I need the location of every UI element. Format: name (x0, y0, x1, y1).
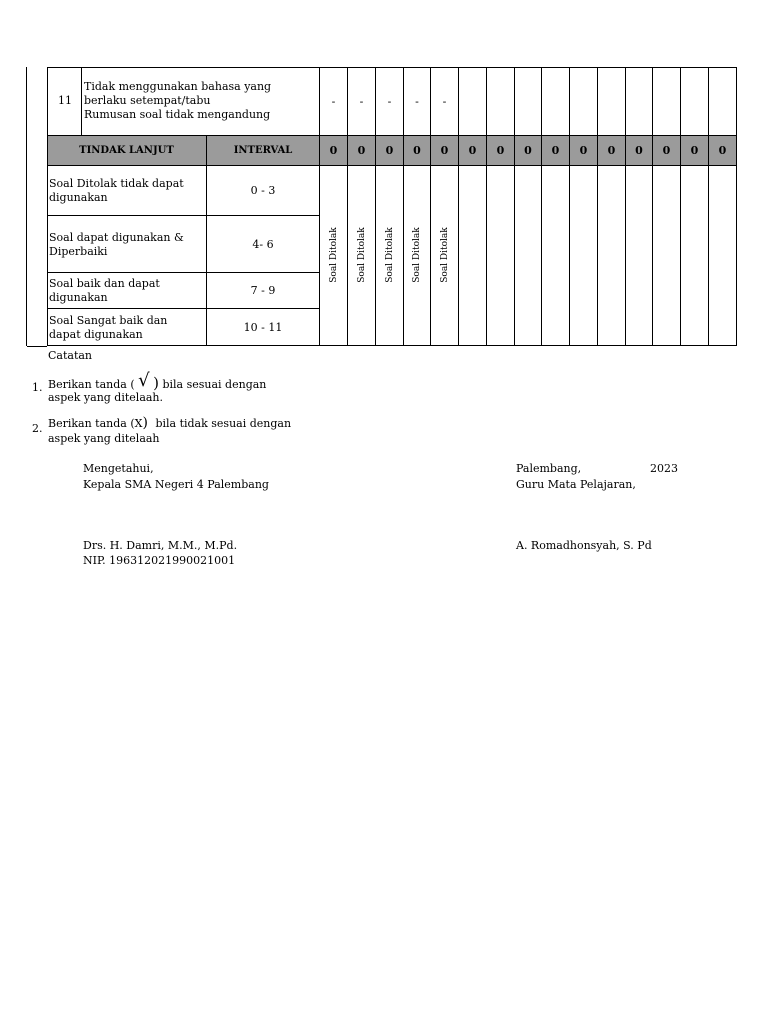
row-desc-line-1: Tidak menggunakan bahasa yang (84, 80, 272, 93)
score-cell: 0 (357, 144, 366, 157)
row-mark: - (415, 94, 419, 108)
action-label: digunakan (49, 191, 108, 204)
sig-right-name: A. Romadhonsyah, S. Pd (516, 539, 652, 552)
sig-left-nip: NIP. 196312021990021001 (83, 554, 236, 567)
row-desc-line-2: berlaku setempat/tabu (84, 94, 211, 107)
action-interval: 0 - 3 (250, 184, 276, 197)
sig-left-line1: Mengetahui, (83, 462, 154, 475)
note-paren: ) (153, 374, 159, 392)
score-cell: 0 (718, 144, 727, 157)
row-desc-line-3: Rumusan soal tidak mengandung (84, 108, 271, 121)
left-outer-border (26, 67, 27, 346)
action-label: Soal baik dan dapat (49, 277, 160, 290)
note-paren: ) (142, 415, 148, 431)
score-cell: 0 (551, 144, 560, 157)
action-interval: 7 - 9 (250, 284, 276, 297)
note-body: bila sesuai dengan (162, 378, 267, 391)
score-cell: 0 (635, 144, 643, 157)
verdict-label: Soal Ditolak (440, 227, 450, 283)
note-number: 2. (32, 422, 43, 435)
note-text-line2: aspek yang ditelaah. (48, 391, 164, 404)
score-cell: 0 (385, 144, 394, 157)
row-number: 11 (58, 94, 72, 107)
action-label: Soal dapat digunakan & (49, 231, 184, 244)
note-number: 1. (32, 381, 43, 394)
check-symbol: √ (138, 370, 150, 391)
cross-symbol: X (134, 417, 143, 430)
action-label: Soal Sangat baik dan (49, 314, 168, 327)
sig-left-name: Drs. H. Damri, M.M., M.Pd. (83, 539, 238, 552)
note-prefix: Berikan tanda ( (48, 417, 135, 430)
note-text-line2: aspek yang ditelaah (48, 432, 160, 445)
verdict-label: Soal Ditolak (412, 227, 422, 283)
note-text (48, 370, 267, 392)
note-body: bila tidak sesuai dengan (155, 417, 292, 430)
sig-left-line2: Kepala SMA Negeri 4 Palembang (83, 478, 269, 491)
sig-right-city: Palembang, (516, 462, 582, 475)
notes-title: Catatan (48, 349, 93, 362)
verdict-label: Soal Ditolak (329, 227, 339, 283)
score-cell: 0 (690, 144, 699, 157)
action-interval: 4- 6 (252, 237, 274, 251)
score-cell: 0 (662, 144, 671, 157)
sig-right-year: 2023 (650, 462, 678, 475)
score-cell: 0 (440, 144, 449, 157)
row-mark: - (387, 94, 392, 108)
note-text (48, 416, 291, 431)
score-cell: 0 (468, 144, 477, 157)
action-label: Soal Ditolak tidak dapat (49, 177, 184, 190)
row-mark: - (442, 94, 447, 108)
verdict-label: Soal Ditolak (385, 227, 395, 283)
note-prefix: Berikan tanda ( (48, 378, 135, 391)
action-interval: 10 - 11 (243, 320, 283, 334)
score-cell: 0 (496, 144, 505, 157)
header-tindak-lanjut: TINDAK LANJUT (79, 145, 174, 156)
row-mark: - (331, 94, 336, 108)
verdict-label: Soal Ditolak (357, 227, 367, 283)
score-cell: 0 (413, 144, 421, 157)
score-cell: 0 (329, 144, 338, 157)
sig-right-role: Guru Mata Pelajaran, (516, 478, 636, 491)
action-label: dapat digunakan (49, 328, 143, 341)
action-label: digunakan (49, 291, 108, 304)
header-interval: INTERVAL (233, 145, 293, 156)
row-mark: - (359, 94, 364, 108)
action-label: Diperbaiki (49, 245, 108, 258)
score-cell: 0 (607, 144, 616, 157)
score-cell: 0 (579, 144, 588, 157)
score-cell: 0 (524, 144, 532, 157)
